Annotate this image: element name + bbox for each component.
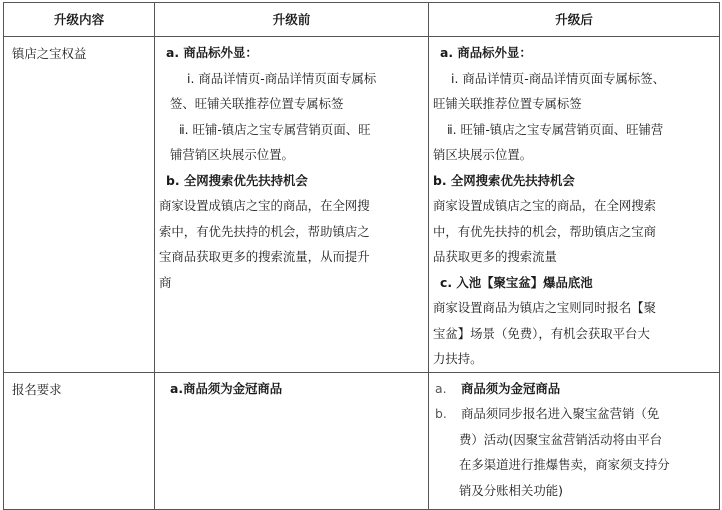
after-cell [429,37,720,373]
before-a-title: a. 商品标外显： [166,45,258,60]
before-b-title: b. 全网搜索优先扶持机会 [166,172,308,188]
before-b-line1: 商家设置成镇店之宝的商品，在全网搜 [159,198,370,213]
after-cell [429,372,720,509]
after-b-line3: 品获取更多的搜索流量 [433,249,557,264]
after-a-ii-line1: ⅱ. 旺铺-镇店之宝专属营销页面、旺铺营 [447,121,664,137]
after-c-title: c. 入池【聚宝盆】爆品底池 [440,274,593,290]
after-requirement-b-line2: 费）活动(因聚宝盆营销活动将由平台 [459,431,663,447]
before-b-line3: 宝商品获取更多的搜索流量，从而提升 [159,249,370,264]
list-marker: b. [435,406,447,421]
after-requirement-b-line1: 商品须同步报名进入聚宝盆营销（免 [461,406,660,421]
before-a-i-line2: 签、旺铺关联推荐位置专属标签 [170,96,344,111]
after-a-i-line2: 旺铺关联推荐位置专属标签 [433,96,582,111]
header-upgrade-content: 升级内容 [4,3,155,37]
after-requirement-b-line3: 在多渠道进行推爆售卖，商家须支持分 [459,457,670,472]
after-c-line3: 力扶持。 [433,351,483,366]
table-row [4,372,720,509]
before-a-ii-line2: 铺营销区块展示位置。 [170,147,294,162]
after-b-line1: 商家设置成镇店之宝的商品，在全网搜索 [433,198,657,213]
row-label-cell [4,37,155,373]
before-cell [155,37,429,373]
before-b-line4: 商 [159,274,172,290]
after-b-line2: 中，有优先扶持的机会，帮助镇店之宝商 [433,223,657,239]
after-requirement-b-line4: 销及分账相关功能) [459,482,563,498]
after-a-ii-line2: 销区块展示位置。 [433,147,533,162]
after-a-i-line1: ⅰ. 商品详情页-商品详情页面专属标签、 [451,70,666,86]
header-before: 升级前 [155,3,429,37]
after-b-title: b. 全网搜索优先扶持机会 [433,172,575,188]
list-marker: a. [435,380,447,396]
after-requirement-a-text: 商品须为金冠商品 [461,380,561,396]
before-a-i-line1: ⅰ. 商品详情页-商品详情页面专属标 [187,70,377,86]
row-label: 镇店之宝权益 [12,46,87,61]
before-cell [155,372,429,509]
table-row [4,37,720,373]
before-b-line2: 索中，有优先扶持的机会，帮助镇店之 [159,223,370,239]
before-a-ii-line1: ⅱ. 旺铺-镇店之宝专属营销页面、旺 [179,121,371,137]
header-after: 升级后 [429,3,720,37]
after-c-line2: 宝盆】场景（免费），有机会获取平台大 [433,325,650,341]
after-a-title: a. 商品标外显： [440,45,532,60]
row-label: 报名要求 [12,381,62,397]
before-requirement-a: a.商品须为金冠商品 [170,380,283,396]
after-requirement-b [433,401,715,427]
header-row [4,3,720,37]
after-c-line1: 商家设置商品为镇店之宝则同时报名【聚 [433,300,657,315]
after-requirement-a [433,376,715,402]
row-label-cell [4,372,155,509]
upgrade-comparison-table [3,2,720,510]
